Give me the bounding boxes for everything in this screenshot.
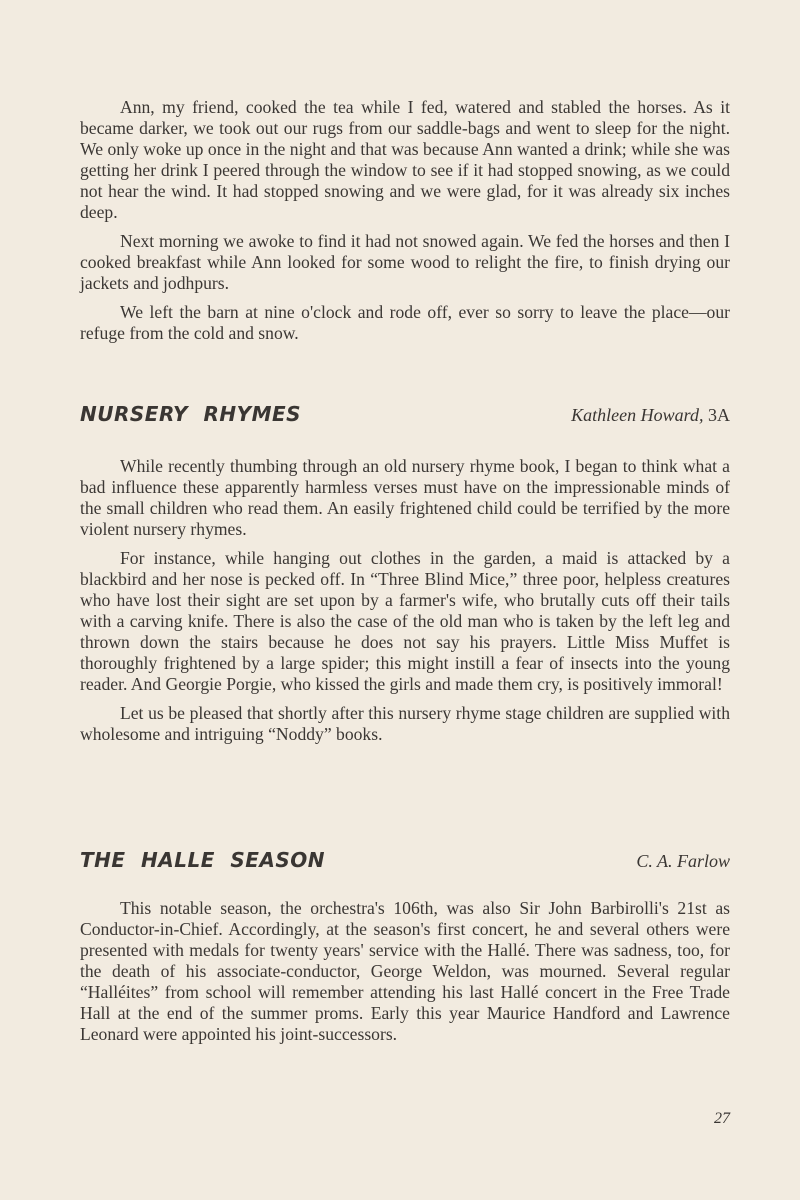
author-name: Kathleen Howard, bbox=[571, 405, 704, 425]
paragraph: Let us be pleased that shortly after this nursery rhyme stage children are supplied with wholesome and intriguing “Noddy” books. bbox=[80, 703, 730, 744]
page-number: 27 bbox=[714, 1110, 730, 1127]
section-body-halle-season bbox=[80, 898, 730, 1045]
section-author: C. A. Farlow bbox=[636, 851, 730, 871]
paragraph: We left the barn at nine o'clock and rode off, ever so sorry to leave the place—our refuge from the cold and snow. bbox=[80, 302, 730, 343]
section-body-nursery-rhymes bbox=[80, 456, 730, 745]
paragraph: While recently thumbing through an old nursery rhyme book, I began to think what a bad influence these apparently harmless verses must have on the impressionable minds of the small children who read them. An easily frightened child could be terrified by the more violent nursery rhymes. bbox=[80, 456, 730, 539]
paragraph: For instance, while hanging out clothes in the garden, a maid is attacked by a blackbird and her nose is pecked off. In “Three Blind Mice,” three poor, helpless creatures who have lost their sight are set upon by a farmer's wife, who brutally cuts off their tails with a carving knife. There is also the case of the old man who is taken by the left leg and thrown down the stairs because he does not say his prayers. Little Miss Muffet is thoroughly frightened by a large spider; this might instill a fear of insects into the young reader. And Georgie Porgie, who kissed the girls and made them cry, is positively immoral! bbox=[80, 548, 730, 694]
paragraph: Next morning we awoke to find it had not snowed again. We fed the horses and then I cooked breakfast while Ann looked for some wood to relight the fire, to finish drying our jackets and jodhpurs. bbox=[80, 231, 730, 293]
story-continuation bbox=[80, 97, 730, 344]
paragraph: Ann, my friend, cooked the tea while I fed, watered and stabled the horses. As it became darker, we took out our rugs from our saddle-bags and went to sleep for the night. We only woke up once in the night and that was because Ann wanted a drink; while she was getting her drink I peered through the window to see if it had stopped snowing, as we could not hear the wind. It had stopped snowing and we were glad, for it was already six inches deep. bbox=[80, 97, 730, 222]
section-author bbox=[571, 405, 730, 426]
section-header-nursery-rhymes bbox=[80, 402, 730, 426]
paragraph: This notable season, the orchestra's 106th, was also Sir John Barbirolli's 21st as Conductor-in-Chief. Accordingly, at the season's first concert, he and several others were presented with medals for twenty years' service with the Hallé. There was sadness, too, for the death of his associate-conductor, George Weldon, was mourned. Several regular “Halléites” from school will remember attending his last Hallé concert in the Free Trade Hall at the end of the summer proms. Early this year Maurice Handford and Lawrence Leonard were appointed his joint-successors. bbox=[80, 898, 730, 1044]
author-form: 3A bbox=[708, 405, 730, 425]
section-title: THE HALLE SEASON bbox=[80, 848, 326, 872]
section-title: NURSERY RHYMES bbox=[80, 402, 302, 426]
section-header-halle-season bbox=[80, 848, 730, 872]
